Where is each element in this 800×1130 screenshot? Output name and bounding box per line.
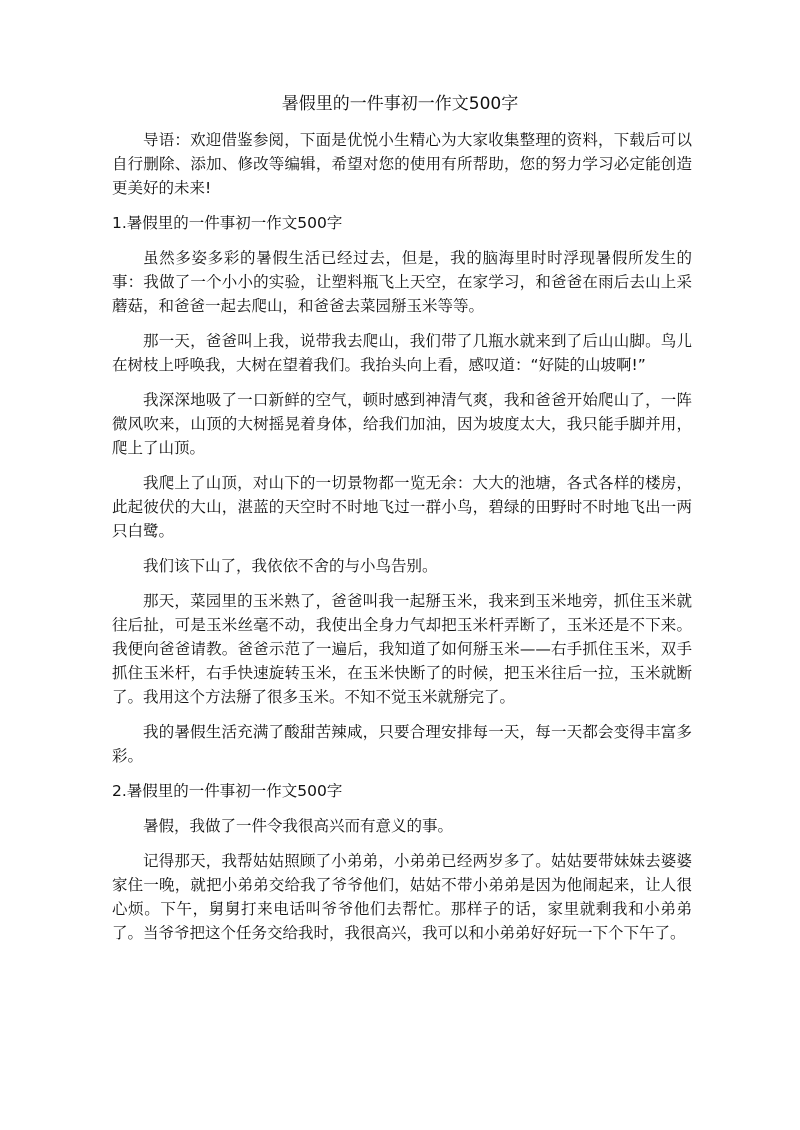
- body-paragraph: 我的暑假生活充满了酸甜苦辣咸，只要合理安排每一天，每一天都会变得丰富多彩。: [112, 723, 692, 765]
- body-paragraph: 虽然多姿多彩的暑假生活已经过去，但是，我的脑海里时时浮现暑假所发生的事：我做了一个小小的实验，让塑料瓶飞上天空，在家学习，和爸爸在雨后去山上采蘑菇，和爸爸一起去爬山，和爸爸去菜园掰玉米等等。: [112, 249, 692, 315]
- body-paragraph: 记得那天，我帮姑姑照顾了小弟弟，小弟弟已经两岁多了。姑姑要带妹妹去婆婆家住一晚，就把小弟弟交给我了爷爷他们，姑姑不带小弟弟是因为他闹起来，让人很心烦。下午，舅舅打来电话叫爷爷他们去帮忙。那样子的话，家里就剩我和小弟弟了。当爷爷把这个任务交给我时，我很高兴，我可以和小弟弟好好玩一下个下午了。: [112, 852, 692, 942]
- body-paragraph: 暑假，我做了一件令我很高兴而有意义的事。: [143, 817, 454, 835]
- body-paragraph: 那天，菜园里的玉米熟了，爸爸叫我一起掰玉米，我来到玉米地旁，抓住玉米就往后扯，可是玉米丝毫不动，我使出全身力气却把玉米杆弄断了，玉米还是不下来。我便向爸爸请教。爸爸示范了一遍后，我知道了如何掰玉米——右手抓住玉米，双手抓住玉米杆，右手快速旋转玉米，在玉米快断了的时候，把玉米往后一拉，玉米就断了。我用这个方法掰了很多玉米。不知不觉玉米就掰完了。: [112, 592, 692, 706]
- document-body: [112, 128, 692, 956]
- body-paragraph: 我爬上了山顶，对山下的一切景物都一览无余：大大的池塘，各式各样的楼房，此起彼伏的大山，湛蓝的天空时不时地飞过一群小鸟，碧绿的田野时不时地飞出一两只白鹭。: [112, 474, 692, 540]
- body-paragraph: 我们该下山了，我依依不舍的与小鸟告别。: [143, 557, 438, 575]
- body-paragraph: 那一天，爸爸叫上我，说带我去爬山，我们带了几瓶水就来到了后山山脚。鸟儿在树枝上呼唤我，大树在望着我们。我抬头向上看，感叹道：“好陡的山坡啊!”: [112, 332, 692, 374]
- document-title: 暑假里的一件事初一作文500字: [281, 94, 519, 114]
- intro-paragraph: 导语：欢迎借鉴参阅，下面是优悦小生精心为大家收集整理的资料，下载后可以自行删除、添加、修改等编辑，希望对您的使用有所帮助，您的努力学习必定能创造更美好的未来!: [112, 131, 692, 197]
- body-paragraph: 我深深地吸了一口新鲜的空气，顿时感到神清气爽，我和爸爸开始爬山了，一阵微风吹来，山顶的大树摇晃着身体，给我们加油，因为坡度太大，我只能手脚并用，爬上了山顶。: [112, 391, 692, 457]
- section-heading-2: 2.暑假里的一件事初一作文500字: [112, 782, 343, 800]
- section-heading-1: 1.暑假里的一件事初一作文500字: [112, 214, 343, 232]
